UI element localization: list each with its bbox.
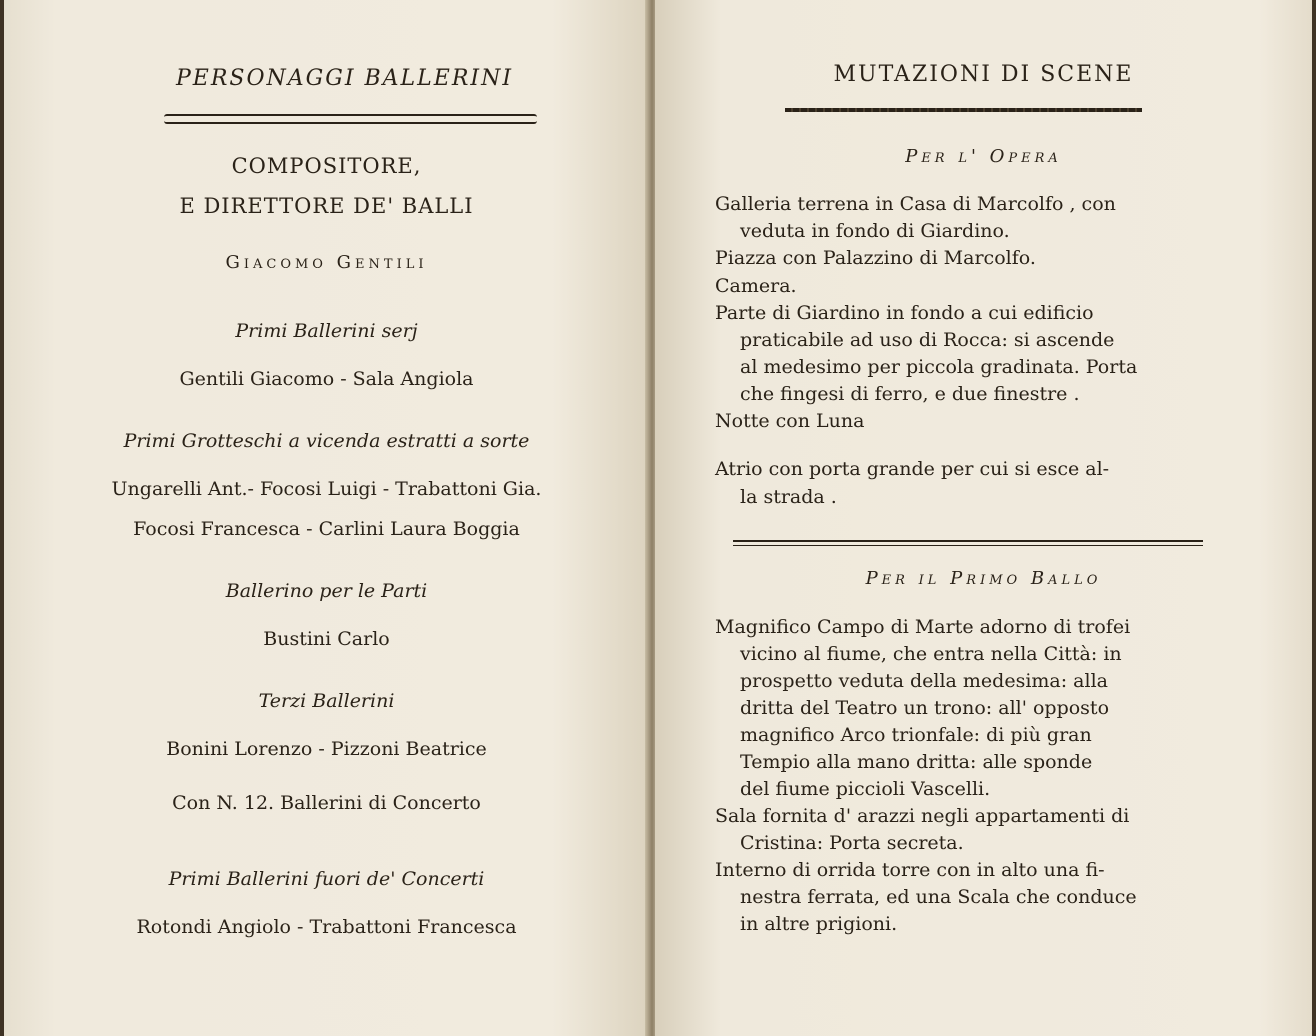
ballo-heading: Per il Primo Ballo <box>865 568 1102 589</box>
opera-heading: Per l' Opera <box>905 146 1062 167</box>
compositore-line1: COMPOSITORE, <box>231 154 422 178</box>
scene-line: Notte con Luna <box>715 410 865 432</box>
scene-line: vicino al fiume, che entra nella Città: in <box>740 643 1122 665</box>
right-page-header: MUTAZIONI DI SCENE <box>833 62 1134 87</box>
compositore-name: Giacomo Gentili <box>225 252 428 273</box>
section-rule <box>733 540 1203 546</box>
scene-line: magnifico Arco trionfale: di più gran <box>740 724 1092 746</box>
scene-line: dritta del Teatro un trono: all' opposto <box>740 697 1110 719</box>
scene-line: Tempio alla mano dritta: alle sponde <box>740 751 1093 773</box>
scene-line: Magnifico Campo di Marte adorno di trofei <box>715 616 1131 638</box>
left-page <box>4 0 649 1036</box>
right-page <box>655 0 1312 1036</box>
section-line: Ungarelli Ant.- Focosi Luigi - Trabattoni Gia. <box>111 478 542 500</box>
scene-line: la strada . <box>740 486 837 508</box>
scene-line: nestra ferrata, ed una Scala che conduce <box>740 886 1137 908</box>
section-line: Gentili Giacomo - Sala Angiola <box>179 368 474 390</box>
section-heading: Primi Grotteschi a vicenda estratti a sorte <box>123 430 530 452</box>
scene-line: Sala fornita d' arazzi negli appartamenti di <box>715 805 1130 827</box>
section-heading: Primi Ballerini fuori de' Concerti <box>168 868 485 890</box>
compositore-line2: E DIRETTORE DE' BALLI <box>179 194 474 218</box>
section-line: Focosi Francesca - Carlini Laura Boggia <box>133 518 520 540</box>
scene-line: Camera. <box>715 275 797 297</box>
header-rule <box>164 114 537 124</box>
section-heading: Terzi Ballerini <box>258 690 395 712</box>
left-page-header: PERSONAGGI BALLERINI <box>176 66 514 91</box>
section-heading: Primi Ballerini serj <box>235 320 418 342</box>
scene-line: che fingesi di ferro, e due finestre . <box>740 383 1080 405</box>
scene-line: Piazza con Palazzino di Marcolfo. <box>715 247 1036 269</box>
section-line: Bustini Carlo <box>263 628 390 650</box>
scene-line: al medesimo per piccola gradinata. Porta <box>740 356 1138 378</box>
scene-line: in altre prigioni. <box>740 913 898 935</box>
scene-line: Parte di Giardino in fondo a cui edificio <box>715 302 1094 324</box>
scene-line: praticabile ad uso di Rocca: si ascende <box>740 329 1115 351</box>
scene-line: prospetto veduta della medesima: alla <box>740 670 1108 692</box>
scene-line: veduta in fondo di Giardino. <box>740 220 1010 242</box>
section-line: Rotondi Angiolo - Trabattoni Francesca <box>136 916 517 938</box>
header-rule <box>785 108 1142 112</box>
section-line: Bonini Lorenzo - Pizzoni Beatrice <box>166 738 487 760</box>
scene-line: Interno di orrida torre con in alto una fi- <box>715 859 1105 881</box>
scene-line: Cristina: Porta secreta. <box>740 832 964 854</box>
scene-line: Atrio con porta grande per cui si esce al- <box>715 458 1110 480</box>
section-line: Con N. 12. Ballerini di Concerto <box>172 792 481 814</box>
section-heading: Ballerino per le Parti <box>225 580 428 602</box>
scene-line: Galleria terrena in Casa di Marcolfo , con <box>715 193 1116 215</box>
scene-line: del fiume piccioli Vascelli. <box>740 778 991 800</box>
